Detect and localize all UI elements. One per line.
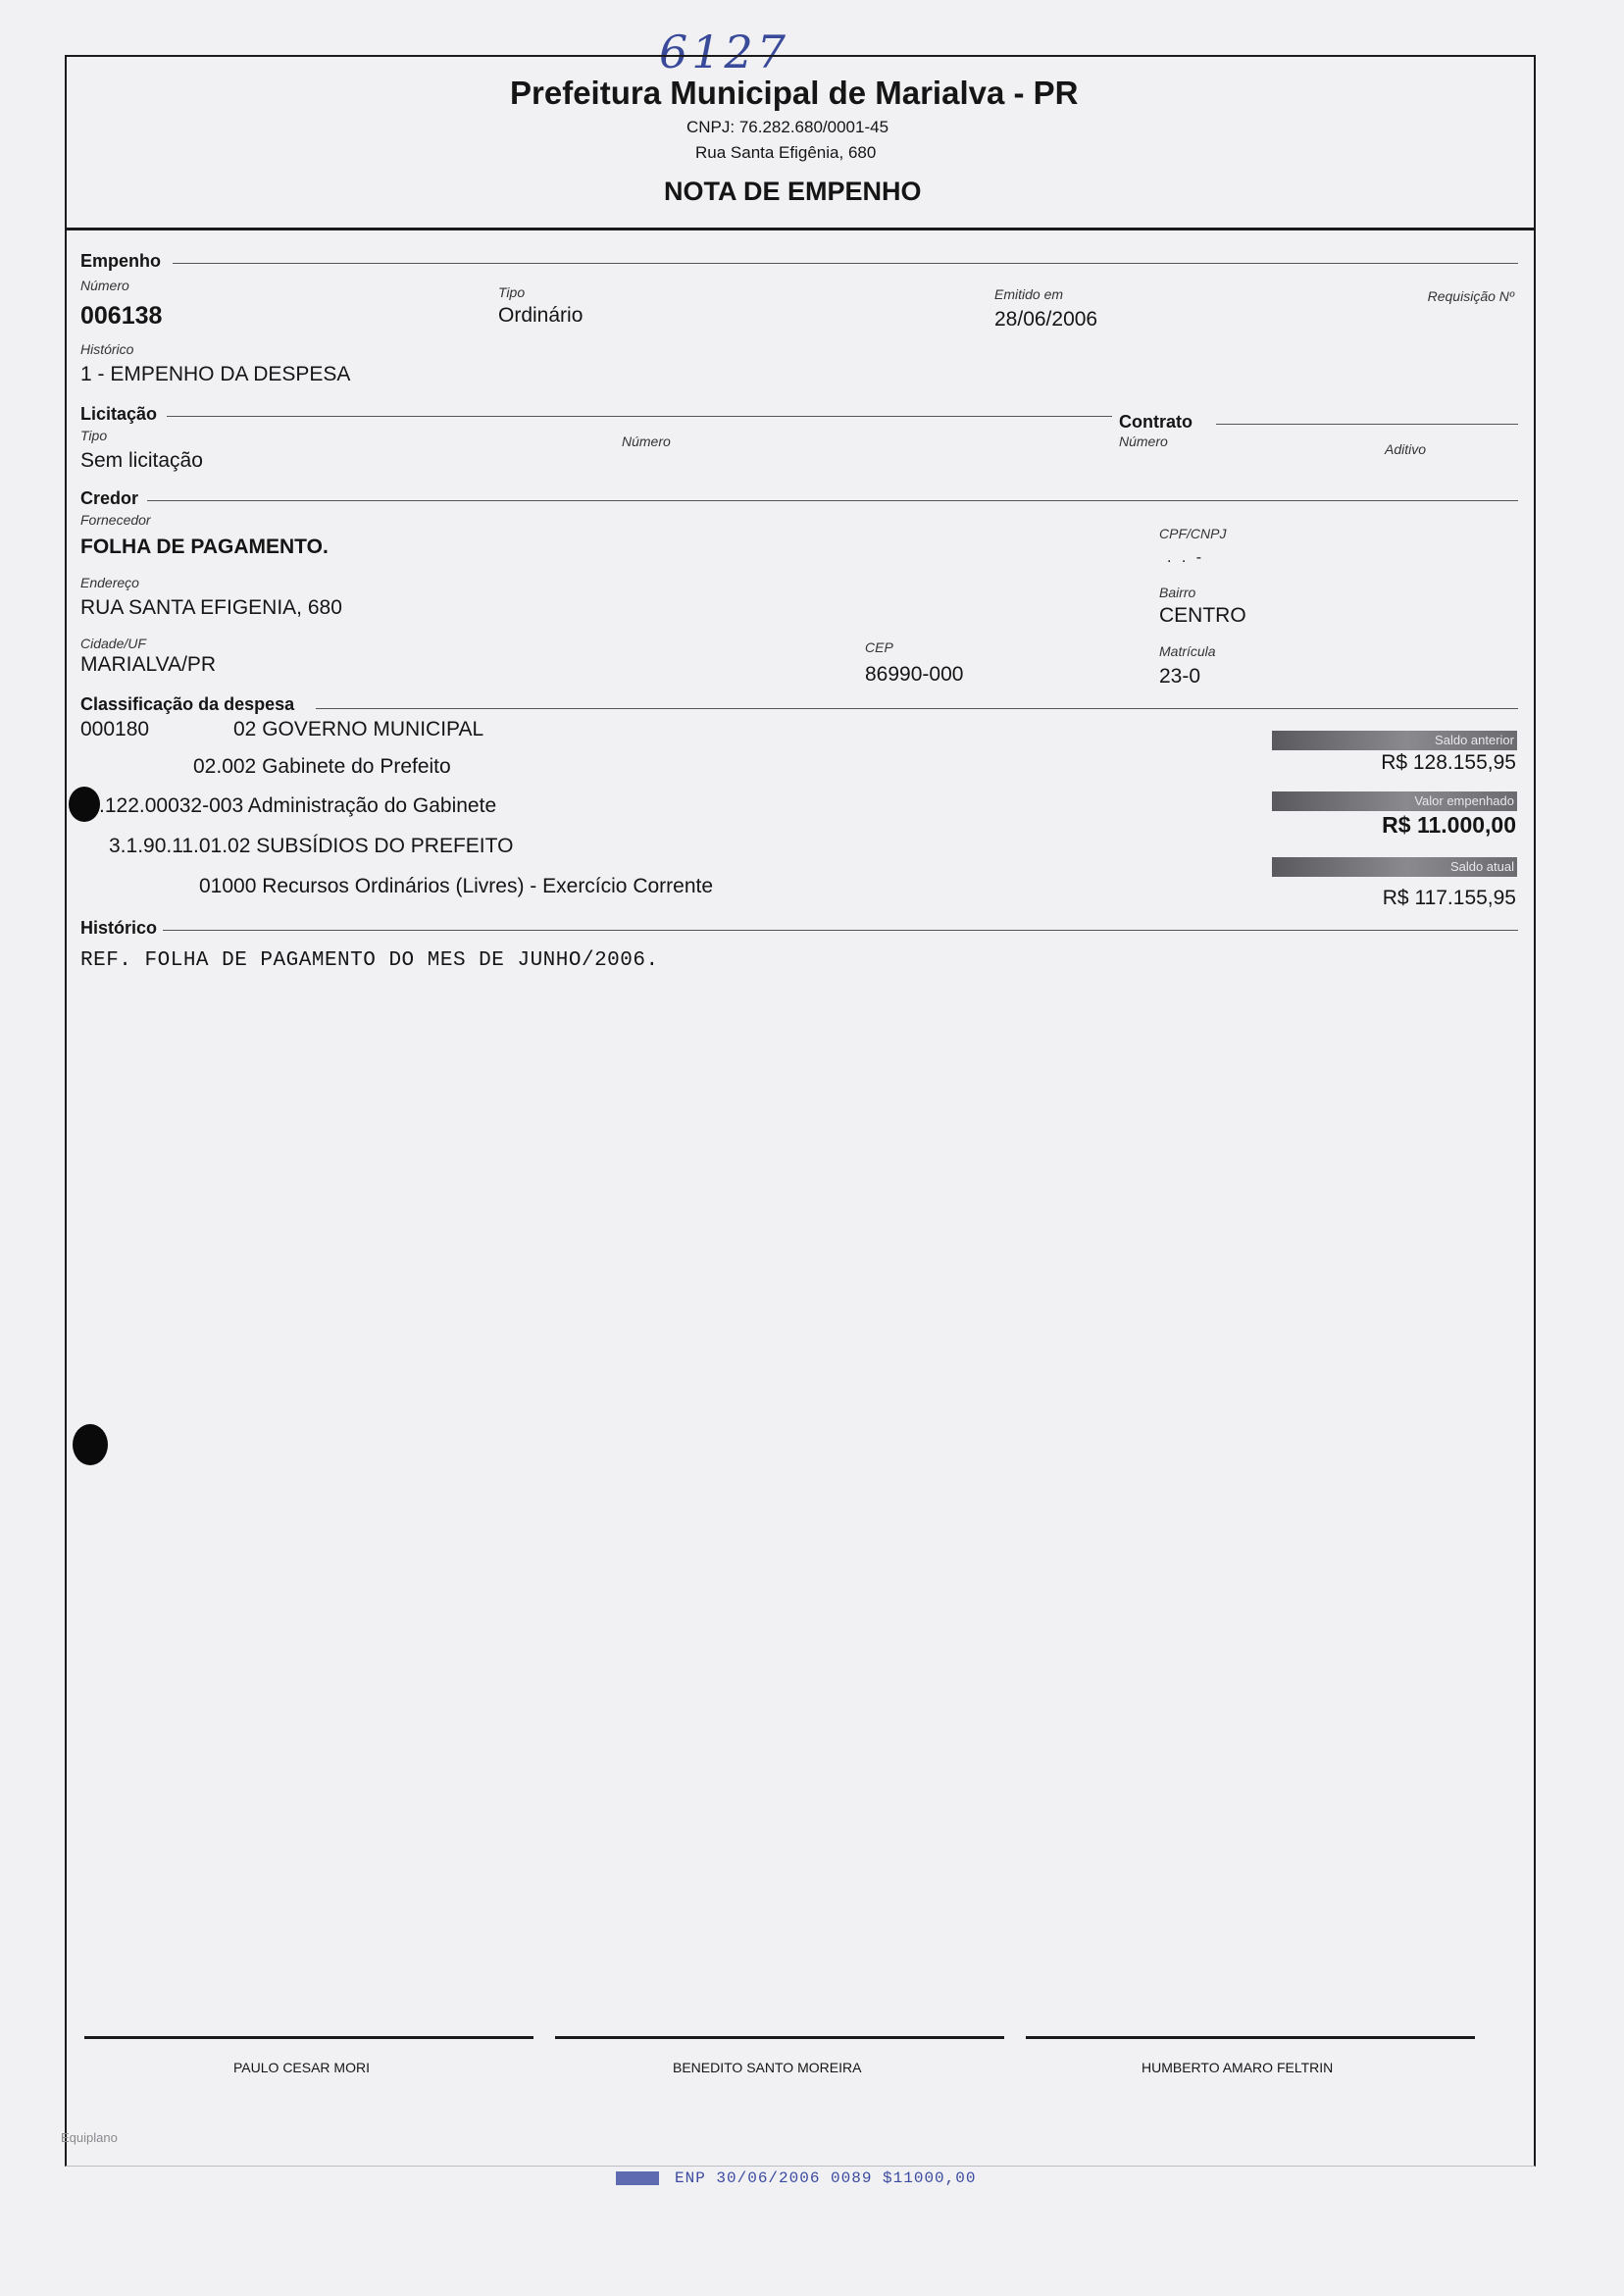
saldo-atual-value: R$ 117.155,95 xyxy=(1382,887,1516,909)
ink-blot xyxy=(73,1424,108,1465)
endereco-value: RUA SANTA EFIGENIA, 680 xyxy=(80,596,342,619)
municipality-title: Prefeitura Municipal de Marialva - PR xyxy=(510,75,1079,111)
signature-name: PAULO CESAR MORI xyxy=(233,2060,370,2075)
print-stamp-text: ENP 30/06/2006 0089 $11000,00 xyxy=(675,2169,977,2187)
historico-text: REF. FOLHA DE PAGAMENTO DO MES DE JUNHO/2006. xyxy=(80,949,659,972)
section-rule xyxy=(173,263,1518,264)
signature-line xyxy=(1026,2036,1475,2039)
section-rule xyxy=(163,930,1518,931)
licitacao-tipo: Sem licitação xyxy=(80,449,203,472)
section-rule xyxy=(147,500,1518,501)
bairro-value: CENTRO xyxy=(1159,604,1246,627)
cidade-value: MARIALVA/PR xyxy=(80,653,217,676)
section-rule xyxy=(1216,424,1518,425)
stamp-mark xyxy=(616,2171,659,2185)
section-credor: Credor xyxy=(80,488,139,508)
saldo-anterior-value: R$ 128.155,95 xyxy=(1381,751,1516,774)
saldo-atual-label: Saldo atual xyxy=(1272,857,1517,877)
matricula-label: Matrícula xyxy=(1159,643,1216,659)
emitido-date: 28/06/2006 xyxy=(994,308,1098,331)
signature-name: HUMBERTO AMARO FELTRIN xyxy=(1142,2060,1334,2075)
endereco-label: Endereço xyxy=(80,575,139,590)
cidade-label: Cidade/UF xyxy=(80,636,146,651)
section-licitacao: Licitação xyxy=(80,404,158,424)
bairro-label: Bairro xyxy=(1159,585,1196,600)
document-title: NOTA DE EMPENHO xyxy=(664,177,922,206)
classificacao-code: 000180 xyxy=(80,718,150,740)
section-rule xyxy=(167,416,1112,417)
fornecedor-name: FOLHA DE PAGAMENTO. xyxy=(80,536,329,558)
matricula-value: 23-0 xyxy=(1159,665,1201,688)
cep-label: CEP xyxy=(865,639,893,655)
ink-blot xyxy=(69,787,100,822)
empenho-tipo-label: Tipo xyxy=(498,284,526,300)
saldo-anterior-label: Saldo anterior xyxy=(1272,731,1517,750)
fornecedor-label: Fornecedor xyxy=(80,512,151,528)
signature-line xyxy=(555,2036,1004,2039)
cep-value: 86990-000 xyxy=(865,663,964,686)
classificacao-line: 02.002 Gabinete do Prefeito xyxy=(193,755,451,778)
classificacao-line: .122.00032-003 Administração do Gabinete xyxy=(99,794,497,817)
valor-empenhado-value: R$ 11.000,00 xyxy=(1382,812,1516,838)
print-stamp xyxy=(616,2169,976,2187)
classificacao-line: 01000 Recursos Ordinários (Livres) - Exercício Corrente xyxy=(199,875,714,897)
classificacao-line: 02 GOVERNO MUNICIPAL xyxy=(233,718,484,740)
empenho-historico: 1 - EMPENHO DA DESPESA xyxy=(80,363,351,385)
emitido-label: Emitido em xyxy=(994,286,1064,302)
classificacao-line: 3.1.90.11.01.02 SUBSÍDIOS DO PREFEITO xyxy=(109,835,514,857)
licitacao-tipo-label: Tipo xyxy=(80,428,108,443)
signature-name: BENEDITO SANTO MOREIRA xyxy=(673,2060,862,2075)
empenho-numero-label: Número xyxy=(80,278,129,293)
cpf-cnpj-label: CPF/CNPJ xyxy=(1159,526,1227,541)
requisicao-label: Requisição Nº xyxy=(1427,288,1514,304)
header-divider xyxy=(65,228,1534,230)
address-text: Rua Santa Efigênia, 680 xyxy=(695,143,877,162)
section-historico: Histórico xyxy=(80,918,158,938)
empenho-tipo: Ordinário xyxy=(498,304,584,327)
software-credit: Equiplano xyxy=(61,2130,118,2145)
section-rule xyxy=(316,708,1518,709)
cpf-cnpj-value: . . - xyxy=(1167,549,1205,566)
section-empenho: Empenho xyxy=(80,251,162,271)
licitacao-numero-label: Número xyxy=(622,434,671,449)
section-contrato: Contrato xyxy=(1119,412,1193,432)
empenho-historico-label: Histórico xyxy=(80,341,134,357)
valor-empenhado-label: Valor empenhado xyxy=(1272,791,1517,811)
contrato-numero-label: Número xyxy=(1119,434,1168,449)
handwritten-page-number: 6127 xyxy=(659,26,790,78)
contrato-aditivo-label: Aditivo xyxy=(1385,441,1427,457)
cnpj-text: CNPJ: 76.282.680/0001-45 xyxy=(686,118,889,136)
section-classificacao: Classificação da despesa xyxy=(80,694,295,714)
empenho-numero: 006138 xyxy=(80,302,163,330)
signature-line xyxy=(84,2036,533,2039)
